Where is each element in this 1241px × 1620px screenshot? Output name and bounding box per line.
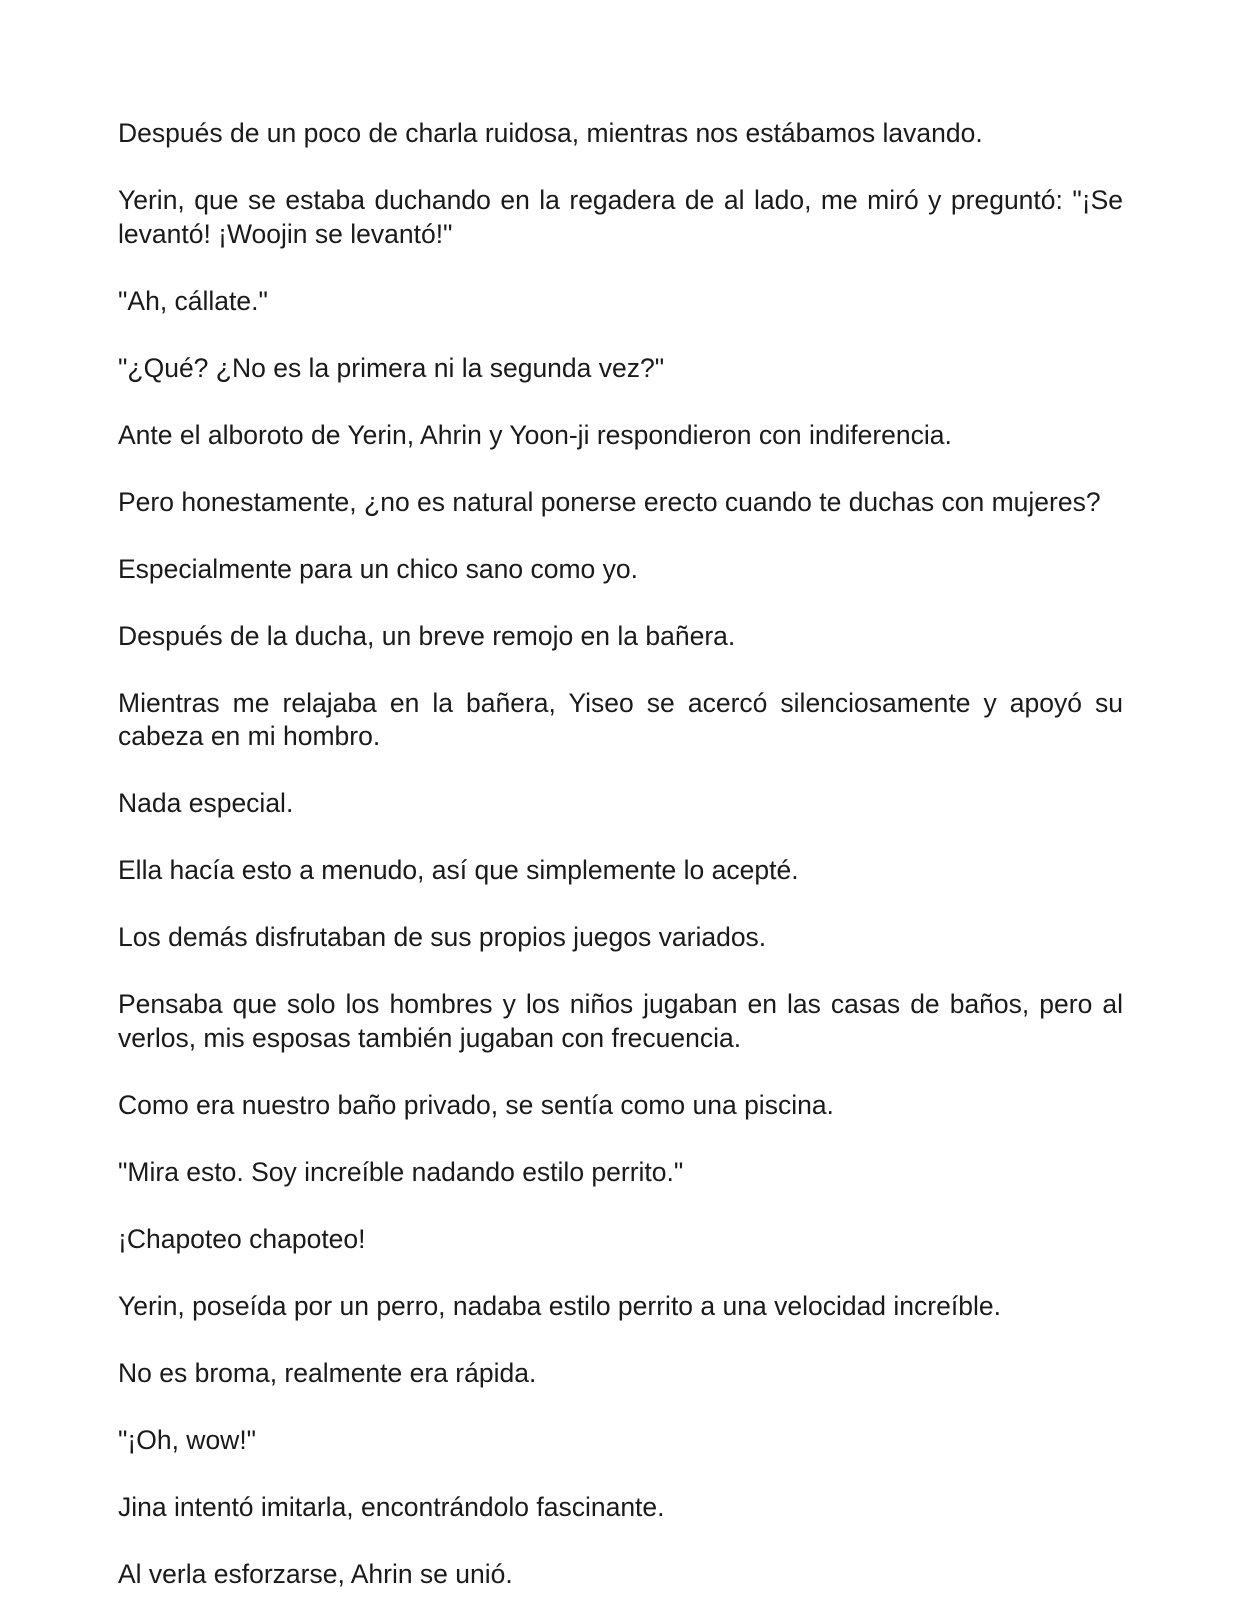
paragraph: Los demás disfrutaban de sus propios juegos variados.	[118, 922, 767, 952]
paragraph: Jina intentó imitarla, encontrándolo fascinante.	[118, 1491, 665, 1522]
paragraph: "¿Qué? ¿No es la primera ni la segunda vez?"	[118, 352, 665, 383]
paragraph: ¡Chapoteo chapoteo!	[118, 1223, 366, 1254]
paragraph: "¡Oh, wow!"	[118, 1424, 257, 1455]
paragraph: Después de un poco de charla ruidosa, mientras nos estábamos lavando.	[118, 118, 983, 148]
document-body	[118, 117, 1123, 1620]
paragraph: Mientras me relajaba en la bañera, Yiseo se acercó silenciosamente y apoyó su cabeza en mi hombro.	[118, 687, 1123, 751]
paragraph: No es broma, realmente era rápida.	[118, 1357, 537, 1388]
paragraph: Especialmente para un chico sano como yo.	[118, 553, 638, 584]
paragraph: Pero honestamente, ¿no es natural ponerse erecto cuando te duchas con mujeres?	[118, 486, 1101, 517]
paragraph: Como era nuestro baño privado, se sentía como una piscina.	[118, 1089, 834, 1120]
paragraph: Yerin, poseída por un perro, nadaba estilo perrito a una velocidad increíble.	[118, 1290, 1001, 1321]
paragraph: "Ah, cállate."	[118, 285, 268, 316]
paragraph: Nada especial.	[118, 788, 294, 818]
paragraph: Al verla esforzarse, Ahrin se unió.	[118, 1558, 513, 1589]
paragraph: Ella hacía esto a menudo, así que simplemente lo acepté.	[118, 855, 799, 885]
paragraph: Yerin, que se estaba duchando en la regadera de al lado, me miró y preguntó: "¡Se levantó! ¡Woojin se levantó!"	[118, 185, 1123, 249]
paragraph: "Mira esto. Soy increíble nadando estilo perrito."	[118, 1156, 684, 1187]
paragraph: Pensaba que solo los hombres y los niños jugaban en las casas de baños, pero al verlos, mis esposas también jugaban con frecuencia.	[118, 989, 1123, 1053]
paragraph: Después de la ducha, un breve remojo en la bañera.	[118, 620, 736, 651]
paragraph: Ante el alboroto de Yerin, Ahrin y Yoon-ji respondieron con indiferencia.	[118, 419, 952, 450]
